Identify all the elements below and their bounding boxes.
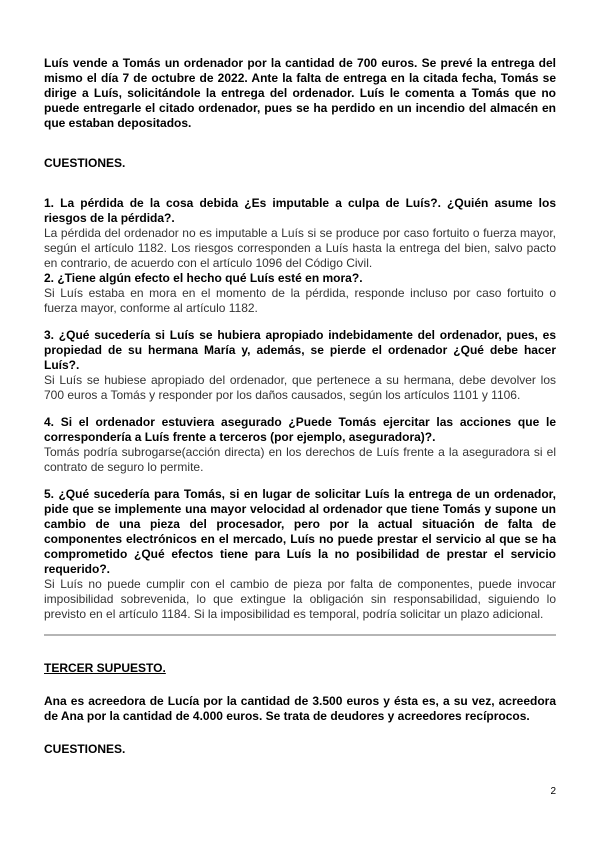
answer-1: La pérdida del ordenador no es imputable a Luís si se produce por caso fortuito o fuerza mayor, según el artículo 1182. Los riesgos corresponden a Luís hasta la entrega del bien, salvo pacto en contrario, de acuerdo con el artículo 1096 del Código Civil. bbox=[44, 226, 556, 270]
answer-4: Tomás podría subrogarse(acción directa) en los derechos de Luís frente a la aseguradora si el contrato de seguro lo permite. bbox=[44, 445, 556, 474]
question-5: 5. ¿Qué sucedería para Tomás, si en lugar de solicitar Luís la entrega de un ordenador, pide que se implemente una mayor velocidad al ordenador que tiene Tomás y supone un cambio de una pieza del procesador, pero por la actual situación de falta de componentes electrónicos en el mercado, Luís no puede prestar el servicio al que se ha comprometido ¿Qué efectos tiene para Luís la no posibilidad de prestar el servicio requerido?. bbox=[44, 487, 556, 576]
cuestiones-heading-2: CUESTIONES. bbox=[44, 742, 126, 756]
question-1: 1. La pérdida de la cosa debida ¿Es imputable a culpa de Luís?. ¿Quién asume los riesgos de la pérdida?. bbox=[44, 196, 556, 225]
tercer-supuesto-text: Ana es acreedora de Lucía por la cantidad de 3.500 euros y ésta es, a su vez, acreedora de Ana por la cantidad de 4.000 euros. Se trata de deudores y acreedores recíprocos. bbox=[44, 694, 556, 723]
answer-5: Si Luís no puede cumplir con el cambio de pieza por falta de componentes, puede invocar imposibilidad sobrevenida, lo que extingue la obligación sin responsabilidad, siguiendo lo previsto en el artículo 1184. Si la imposibilidad es temporal, podría solicitar un plazo adicional. bbox=[44, 577, 556, 621]
question-3: 3. ¿Qué sucedería si Luís se hubiera apropiado indebidamente del ordenador, pues, es propiedad de su hermana María y, además, se pierde el ordenador ¿Qué debe hacer Luís?. bbox=[44, 328, 556, 372]
page-number: 2 bbox=[550, 786, 556, 797]
question-2: 2. ¿Tiene algún efecto el hecho qué Luís esté en mora?. bbox=[44, 271, 363, 285]
answer-2: Si Luís estaba en mora en el momento de la pérdida, responde incluso por caso fortuito o fuerza mayor, conforme al artículo 1182. bbox=[44, 286, 556, 315]
cuestiones-heading: CUESTIONES. bbox=[44, 156, 126, 170]
case-intro: Luís vende a Tomás un ordenador por la cantidad de 700 euros. Se prevé la entrega del mismo el día 7 de octubre de 2022. Ante la falta de entrega en la citada fecha, Tomás se dirige a Luís, solicitándole la entrega del ordenador. Luís le comenta a Tomás que no puede entregarle el citado ordenador, pues se ha perdido en un incendio del almacén en que estaban depositados. bbox=[44, 56, 556, 130]
answer-3: Si Luís se hubiese apropiado del ordenador, que pertenece a su hermana, debe devolver los 700 euros a Tomás y responder por los daños causados, según los artículos 1101 y 1106. bbox=[44, 373, 556, 402]
question-4: 4. Si el ordenador estuviera asegurado ¿Puede Tomás ejercitar las acciones que le correspondería a Luís frente a terceros (por ejemplo, aseguradora)?. bbox=[44, 415, 556, 444]
section-divider bbox=[44, 634, 556, 636]
tercer-supuesto-heading: TERCER SUPUESTO. bbox=[44, 661, 166, 675]
page-content bbox=[44, 56, 556, 757]
